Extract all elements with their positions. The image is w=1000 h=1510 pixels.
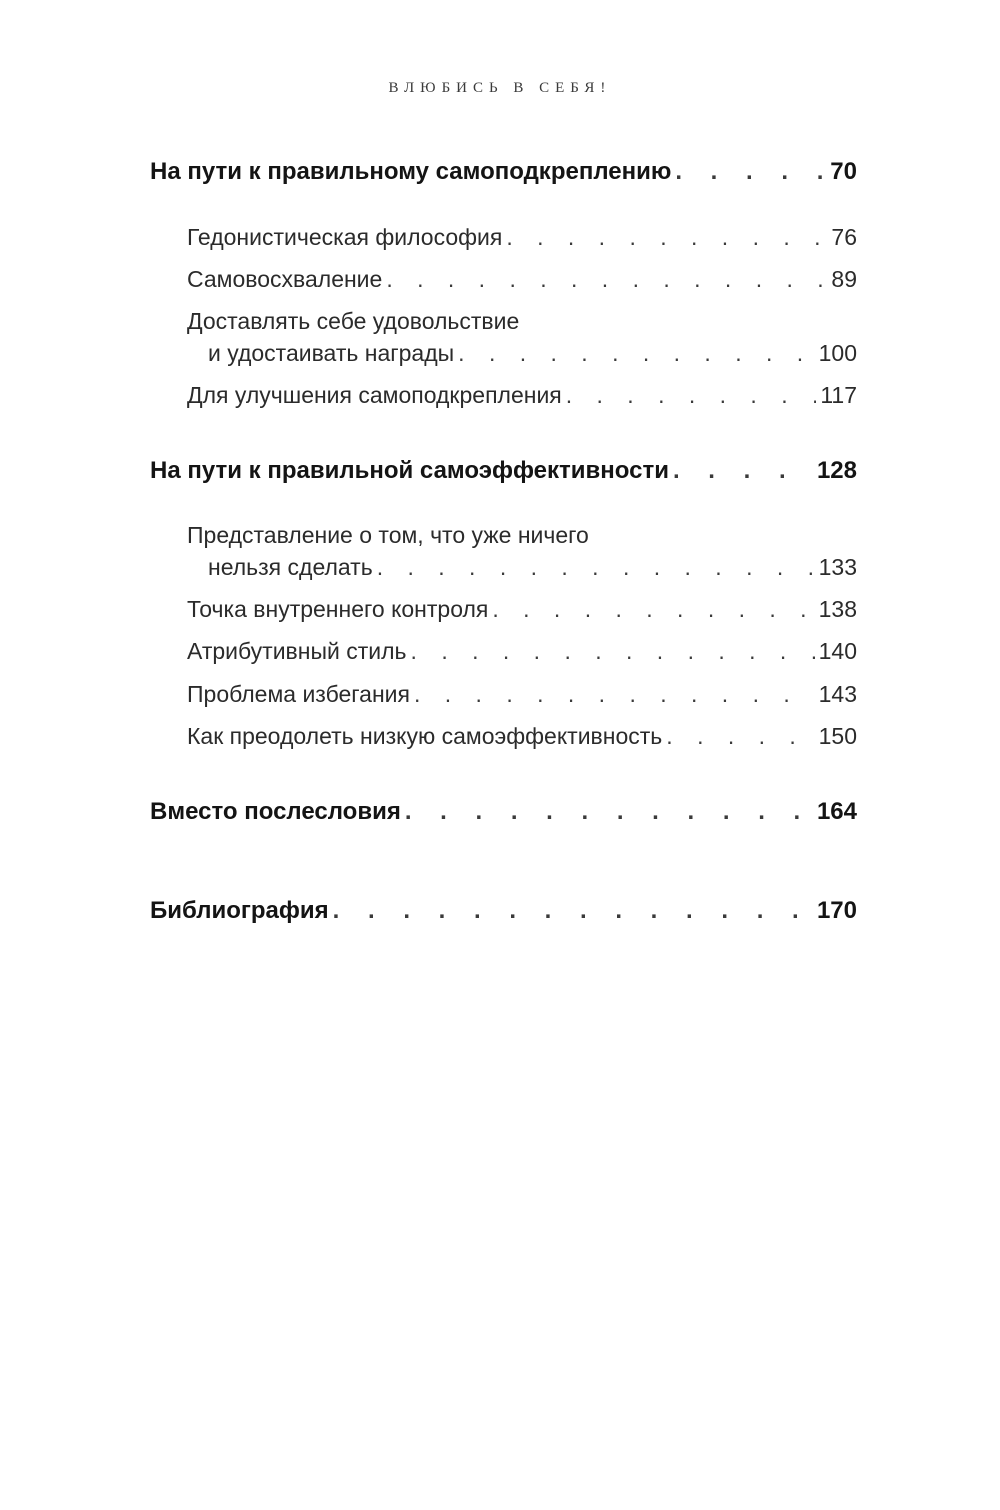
dot-leader [377,554,815,581]
toc-chapter-title: Вместо послесловия [150,798,401,825]
dot-leader [566,382,817,409]
toc-chapter-entry[interactable] [150,158,857,186]
toc-section-title: Атрибутивный стиль [187,638,407,664]
toc-section-title: Как преодолеть низкую самоэффективность [187,723,663,749]
dot-leader [386,266,827,293]
toc-section-entry[interactable] [187,723,857,750]
dot-leader [333,897,813,925]
dot-leader [414,681,815,708]
toc-page-number: 138 [818,596,857,622]
toc-chapter-entry[interactable] [150,798,857,826]
dot-leader [405,798,813,826]
toc-section-entry[interactable] [187,638,857,665]
toc-page-number: 76 [831,224,857,250]
toc-section-title-line2: и удостаивать награды [208,340,455,366]
toc-chapter-title: Библиография [150,897,329,924]
toc-section-entry[interactable] [208,340,857,367]
toc-section-entry[interactable] [187,681,857,708]
toc-page-number: 164 [816,798,857,825]
toc-chapter-title: На пути к правильной самоэффективности [150,457,669,484]
running-head: ВЛЮБИСЬ В СЕБЯ! [388,80,612,96]
dot-leader [675,158,826,186]
toc-section-title-line1[interactable]: Доставлять себе удовольствие [187,308,520,334]
toc-section-title: Точка внутреннего контроля [187,596,489,622]
dot-leader [492,596,814,623]
toc-chapter-entry[interactable] [150,897,857,925]
toc-section-title-line2: нельзя сделать [208,554,373,580]
dot-leader [666,723,814,750]
dot-leader [411,638,815,665]
toc-page-number: 117 [820,382,857,408]
toc-page-number: 143 [818,681,857,707]
toc-page-number: 133 [818,554,857,580]
toc-section-title: Гедонистическая философия [187,224,503,250]
toc-section-entry[interactable] [187,382,857,409]
toc-section-title-line1[interactable]: Представление о том, что уже ничего [187,522,589,548]
toc-section-entry[interactable] [208,554,857,581]
toc-section-entry[interactable] [187,266,857,293]
toc-page-number: 128 [816,457,857,484]
dot-leader [673,457,813,485]
toc-chapter-title: На пути к правильному самоподкреплению [150,158,672,185]
toc-section-entry[interactable] [187,596,857,623]
toc-page-number: 150 [818,723,857,749]
toc-section-title: Проблема избегания [187,681,410,707]
toc-page-number: 100 [818,340,857,366]
toc-section-title: Самовосхваление [187,266,383,292]
toc-page-number: 70 [830,158,857,185]
toc-page-number: 170 [816,897,857,924]
toc-page-number: 140 [818,638,857,664]
toc-page-number: 89 [831,266,857,292]
toc-section-title: Для улучшения самоподкрепления [187,382,562,408]
dot-leader [506,224,827,251]
dot-leader [458,340,814,367]
toc-chapter-entry[interactable] [150,457,857,485]
toc-section-entry[interactable] [187,224,857,251]
